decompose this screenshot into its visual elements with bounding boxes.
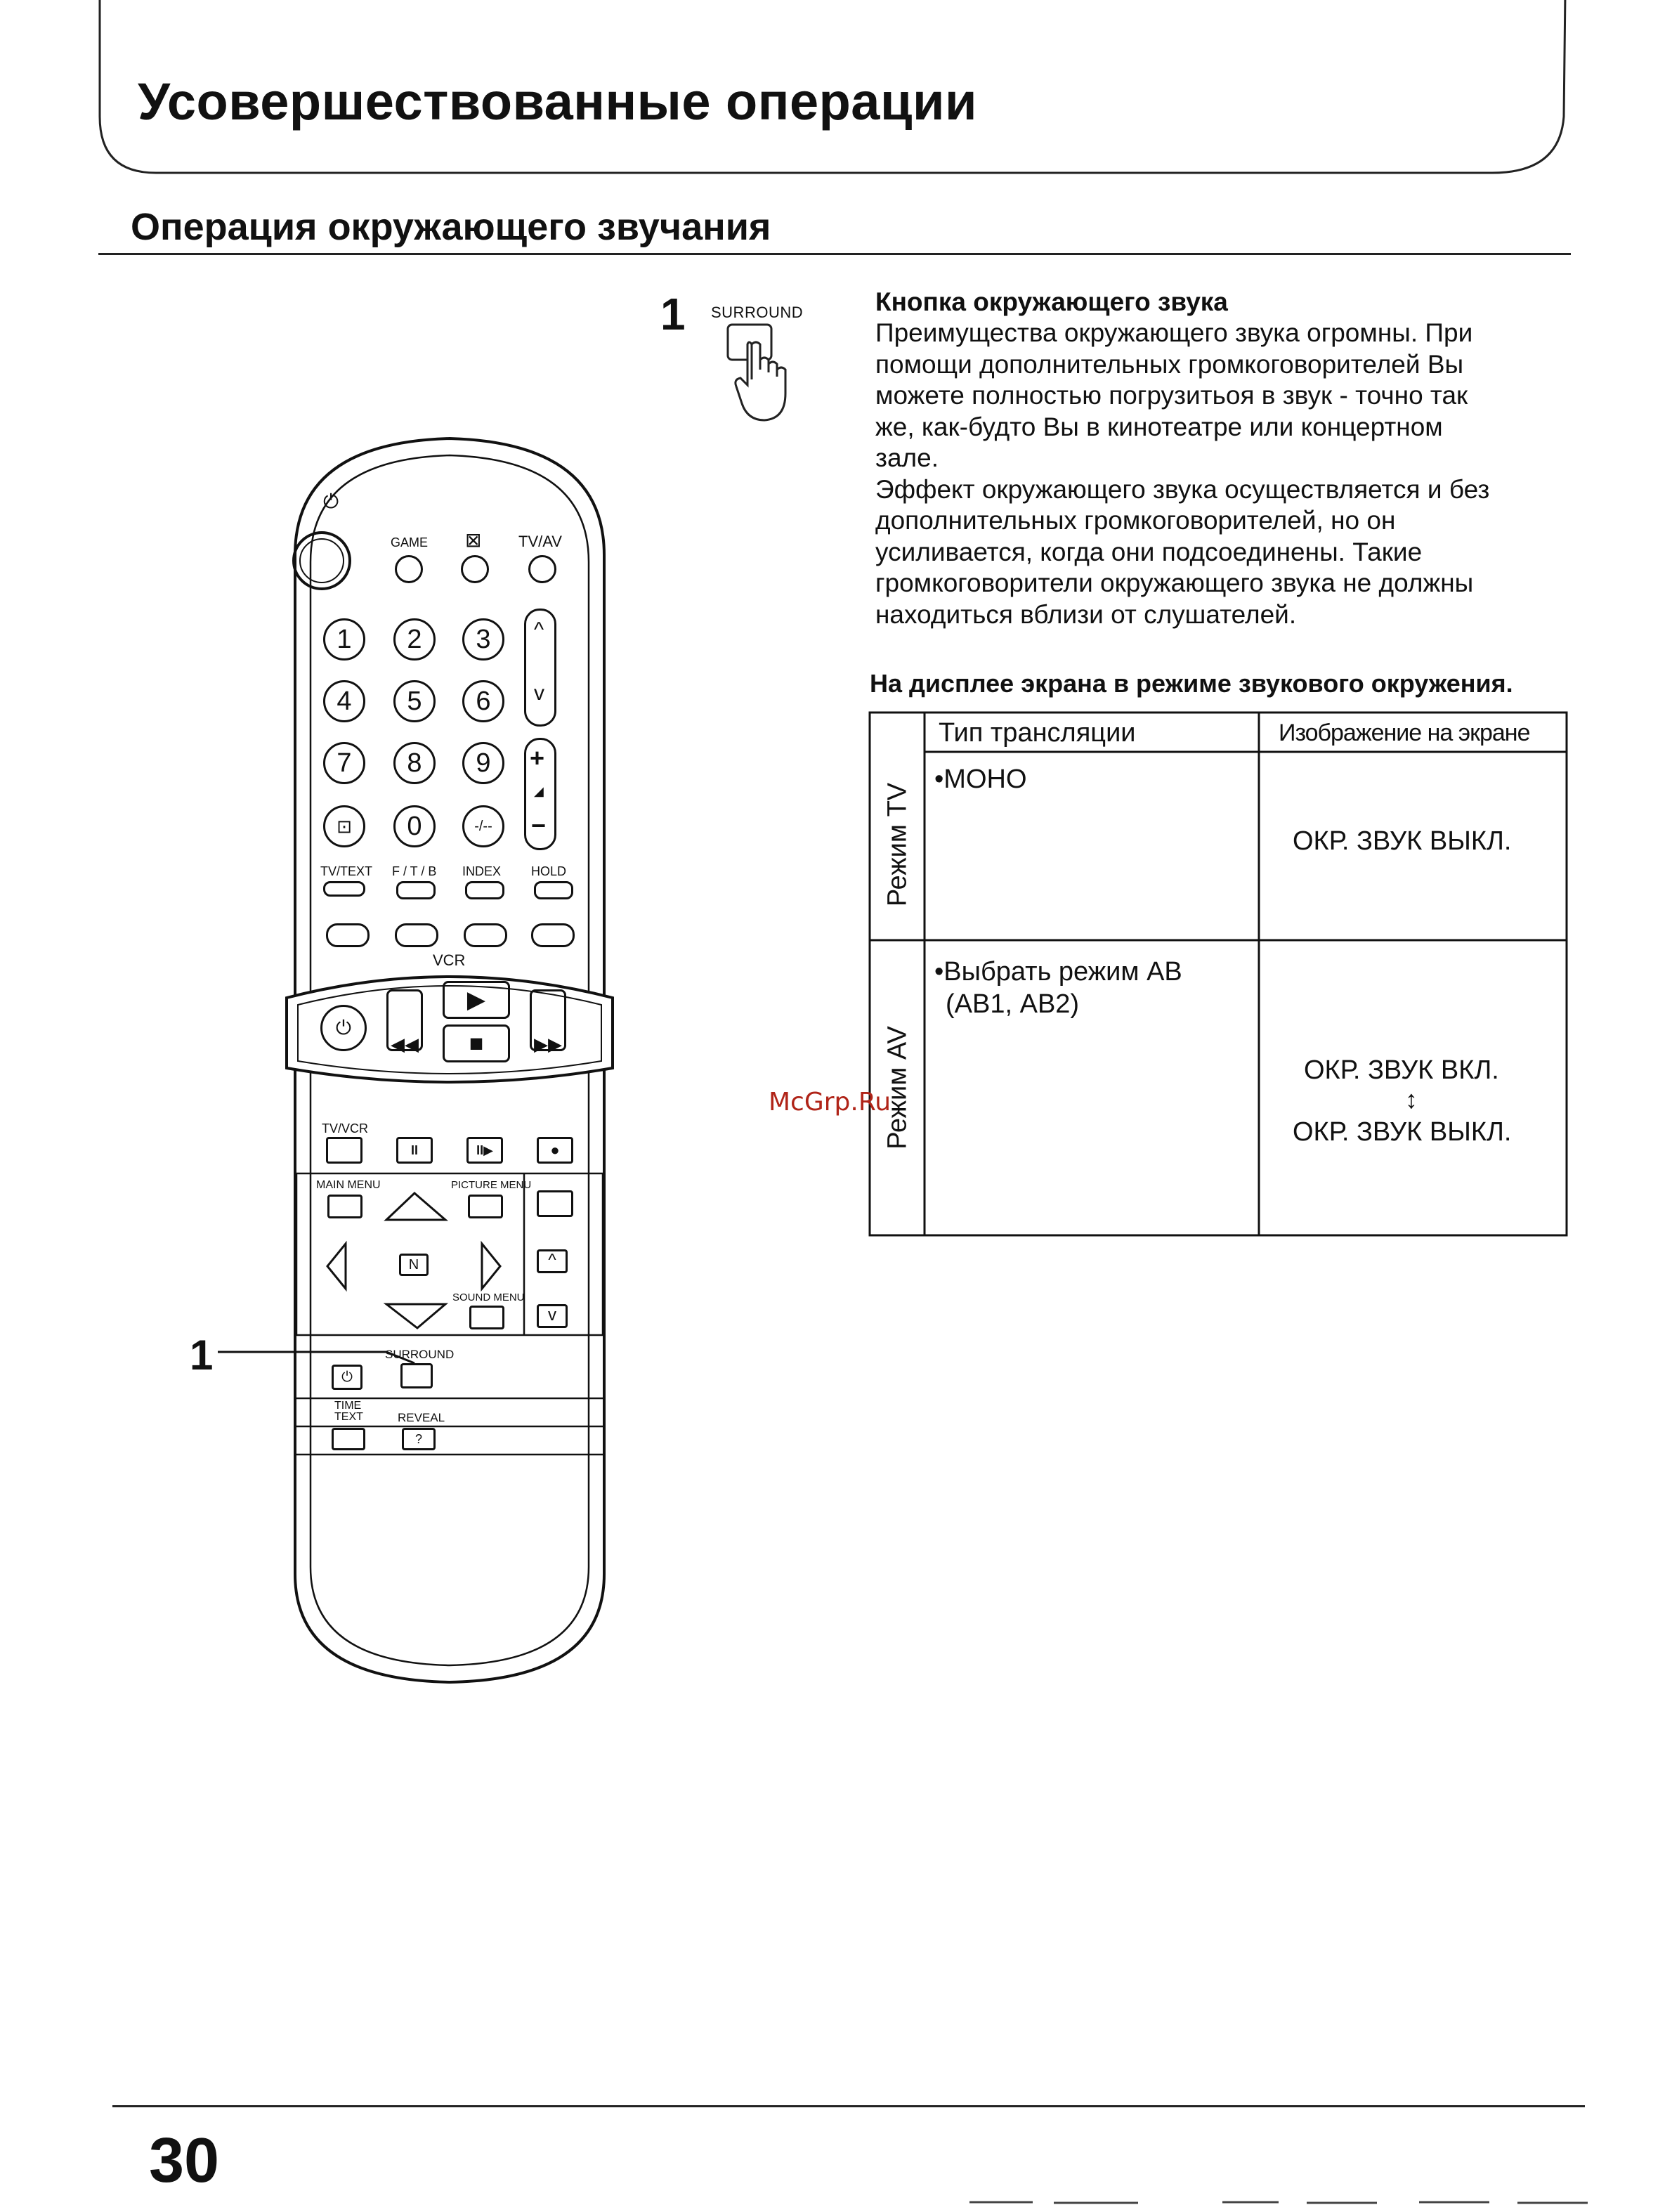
description-heading: Кнопка окружающего звука [875, 287, 1228, 316]
fastext-red-button[interactable] [326, 923, 370, 947]
section-divider [98, 253, 1571, 255]
hold-button[interactable] [534, 881, 573, 899]
tvvcr-button[interactable] [326, 1137, 363, 1164]
section-title: Операция окружающего звучания [131, 206, 771, 248]
remote-control [274, 415, 625, 1686]
volume-level-icon: ◢ [534, 784, 544, 798]
pause-button[interactable]: II [396, 1137, 433, 1164]
description-line: громкоговорители окружающего звука не должны [875, 568, 1474, 597]
reveal-label: REVEAL [398, 1411, 445, 1424]
description-line: Преимущества окружающего звука огромны. При [875, 318, 1473, 347]
index-button[interactable] [465, 881, 504, 899]
mute-button[interactable] [461, 555, 489, 583]
vcr-play-button[interactable]: ▶ [443, 981, 510, 1019]
page-number: 30 [149, 2126, 220, 2196]
sound-menu-label: SOUND MENU [452, 1292, 525, 1303]
vcr-rewind-button[interactable]: ◀◀ [386, 989, 423, 1051]
digit-button[interactable]: 7 [323, 742, 365, 784]
picture-menu-label: PICTURE MENU [451, 1179, 532, 1191]
mute-icon: ⊠ [465, 529, 482, 551]
digit-button[interactable]: 6 [462, 680, 504, 722]
page-title: Усовершествованные операции [138, 72, 977, 131]
power-icon: ⏻ [323, 490, 339, 512]
column-header-display: Изображение на экране [1279, 720, 1530, 746]
row-mode-tv: Режим TV [882, 782, 913, 907]
digit-button[interactable]: 2 [393, 618, 436, 661]
digit-button[interactable]: 1 [323, 618, 365, 661]
time-label: TIME [334, 1400, 362, 1412]
vcr-label: VCR [433, 951, 466, 969]
main-menu-label: MAIN MENU [316, 1179, 381, 1191]
tvvcr-label: TV/VCR [322, 1121, 369, 1136]
vcr-stop-button[interactable]: ■ [443, 1024, 510, 1062]
volume-down-button[interactable]: − [531, 811, 547, 840]
surround-label: SURROUND [385, 1348, 455, 1361]
description-line: помощи дополнительных громкоговорителей Вы [875, 349, 1464, 379]
digit-button[interactable]: 3 [462, 618, 504, 661]
volume-up-button[interactable]: + [530, 743, 545, 772]
small-up-button[interactable]: ^ [537, 1249, 568, 1273]
callout-number: 1 [190, 1332, 214, 1379]
description-line: дополнительных громкоговорителей, но он [875, 506, 1396, 535]
tvtext-label: TV/TEXT [320, 864, 373, 878]
broadcast-type: •Выбрать режим АВ [934, 957, 1182, 987]
description-line: можете полностью погрузитьоя в звук - точно так [875, 381, 1468, 410]
display-text: ОКР. ЗВУК ВЫКЛ. [1293, 826, 1512, 856]
hand-press-icon [724, 320, 797, 426]
step-number: 1 [660, 289, 686, 339]
digit-button[interactable]: 4 [323, 680, 365, 722]
vcr-forward-button[interactable]: ▶▶ [530, 989, 566, 1051]
digit-button[interactable]: 0 [393, 805, 436, 847]
description-line: Эффект окружающего звука осуществляется и без [875, 474, 1490, 504]
power-button[interactable] [292, 531, 351, 590]
slow-button[interactable]: II▶ [466, 1137, 503, 1164]
sound-menu-button[interactable] [469, 1306, 504, 1329]
digit-button[interactable]: 9 [462, 742, 504, 784]
broadcast-type: (АВ1, АВ2) [946, 989, 1080, 1019]
timer-button[interactable]: ⏻ [332, 1365, 363, 1390]
description-line: же, как-будто Вы в кинотеатре или концертном [875, 412, 1443, 441]
ftb-button[interactable] [396, 881, 436, 899]
toggle-arrow-icon: ↕ [1405, 1085, 1418, 1114]
display-text: ОКР. ЗВУК ВКЛ. [1304, 1055, 1499, 1085]
callout-leader-line [211, 1328, 450, 1363]
hold-label: HOLD [531, 864, 567, 878]
text-label: TEXT [334, 1411, 363, 1423]
digit-button[interactable]: 8 [393, 742, 436, 784]
time-text-button[interactable] [332, 1428, 365, 1450]
tvav-button[interactable] [528, 555, 556, 583]
vcr-aux-button[interactable] [537, 1190, 573, 1217]
row-mode-av: Режим AV [882, 1026, 913, 1150]
digit-button[interactable]: 5 [393, 680, 436, 722]
display-button[interactable]: ⊡ [323, 805, 365, 847]
surround-button-label: SURROUND [711, 304, 804, 321]
mode-table [868, 711, 1568, 1237]
vcr-power-button[interactable]: ⏻ [320, 1005, 367, 1051]
fastext-blue-button[interactable] [531, 923, 575, 947]
description-line: находиться вблизи от слушателей. [875, 599, 1297, 629]
game-label: GAME [391, 535, 429, 549]
fastext-green-button[interactable] [395, 923, 438, 947]
reveal-button[interactable]: ? [402, 1428, 436, 1450]
description-block [875, 287, 1578, 630]
scan-artifact-marks [969, 2199, 1602, 2206]
watermark: McGrp.Ru [769, 1088, 891, 1117]
fastext-yellow-button[interactable] [464, 923, 507, 947]
description-line: усиливается, когда они подсоединены. Такие [875, 537, 1423, 566]
game-button[interactable] [395, 555, 423, 583]
description-line: зале. [875, 443, 939, 472]
surround-button[interactable] [400, 1363, 433, 1388]
tvav-label: TV/AV [518, 533, 562, 550]
broadcast-type: •МОНО [934, 765, 1027, 794]
ftb-label: F / T / B [392, 864, 437, 878]
channel-down-button[interactable]: v [534, 682, 544, 705]
record-button[interactable]: ● [537, 1137, 573, 1164]
digit-mode-button[interactable]: -/-- [462, 805, 504, 847]
footer-divider [112, 2105, 1585, 2107]
normal-button[interactable]: N [399, 1254, 429, 1276]
small-down-button[interactable]: v [537, 1304, 568, 1328]
display-text: ОКР. ЗВУК ВЫКЛ. [1293, 1117, 1512, 1147]
column-header-broadcast: Тип трансляции [939, 718, 1136, 748]
channel-up-button[interactable]: ^ [534, 618, 544, 642]
index-label: INDEX [462, 864, 502, 878]
tvtext-button[interactable] [323, 881, 365, 897]
table-heading: На дисплее экрана в режиме звукового окружения. [870, 669, 1513, 698]
